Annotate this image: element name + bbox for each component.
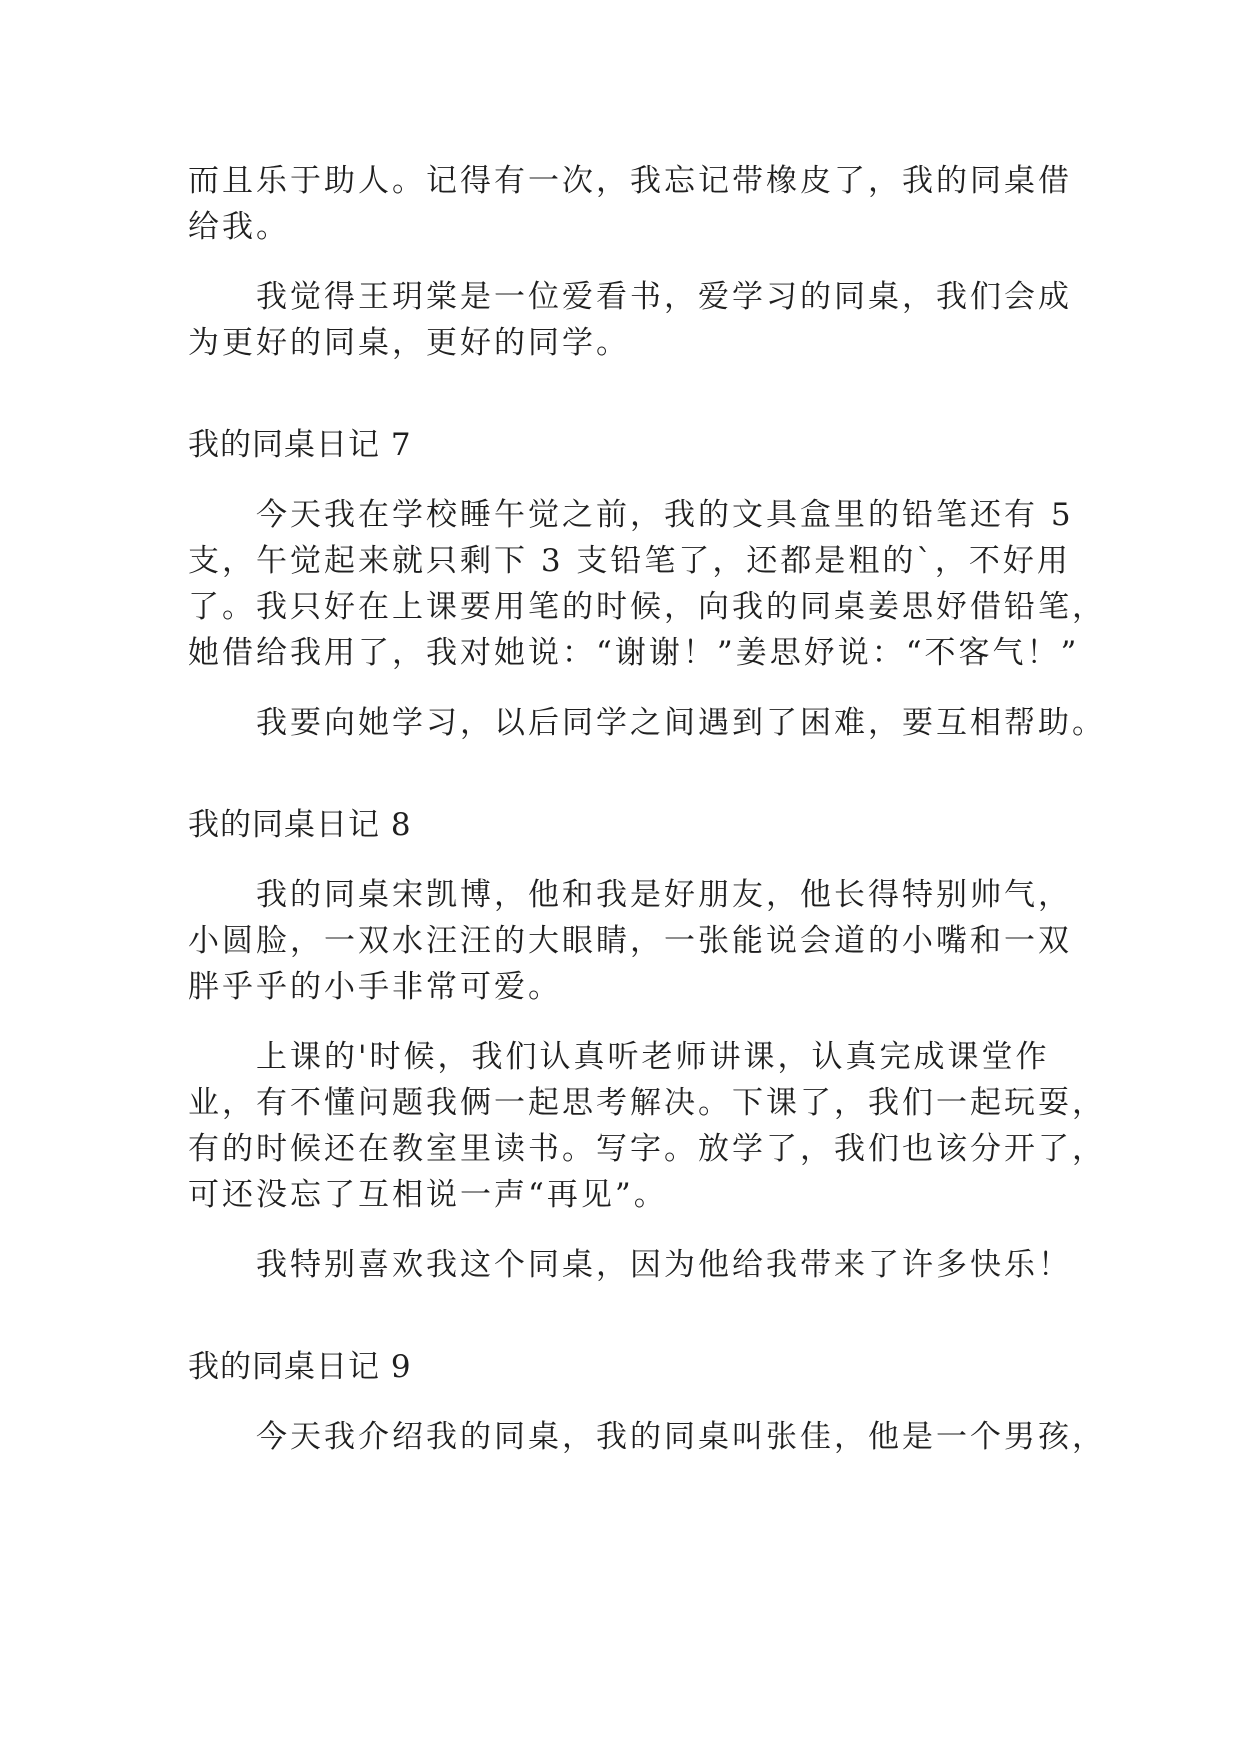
text-line: 今天我在学校睡午觉之前，我的文具盒里的铅笔还有 5 <box>256 497 1074 533</box>
paragraph-intro <box>188 158 1072 250</box>
text-line: 胖乎乎的小手非常可爱。 <box>188 969 562 1005</box>
text-line: 给我。 <box>188 209 290 245</box>
text-line: 今天我介绍我的同桌，我的同桌叫张佳，他是一个男孩， <box>256 1419 1106 1455</box>
text-line: 为更好的同桌，更好的同学。 <box>188 325 630 361</box>
text-line: 小圆脸，一双水汪汪的大眼睛，一张能说会道的小嘴和一双 <box>188 923 1072 959</box>
text-line: 可还没忘了互相说一声“再见”。 <box>188 1177 668 1213</box>
text-line: 我要向她学习，以后同学之间遇到了困难，要互相帮助。 <box>256 705 1106 741</box>
section-title: 我的同桌日记 7 <box>188 427 412 463</box>
text-line: 她借给我用了，我对她说：“谢谢！”姜思妤说：“不客气！” <box>188 635 1080 671</box>
text-line: 上课的'时候，我们认真听老师讲课，认真完成课堂作 <box>256 1039 1050 1075</box>
paragraph <box>188 872 1072 1010</box>
paragraph <box>188 1034 1106 1218</box>
diary-section-9 <box>188 1344 1106 1460</box>
text-line: 我觉得王玥棠是一位爱看书，爱学习的同桌，我们会成 <box>256 279 1072 315</box>
paragraph-closing <box>188 274 1072 366</box>
paragraph <box>188 492 1106 676</box>
text-line: 而且乐于助人。记得有一次，我忘记带橡皮了，我的同桌借 <box>188 163 1072 199</box>
text-line: 支，午觉起来就只剩下 3 支铅笔了，还都是粗的`，不好用 <box>188 543 1071 579</box>
text-line: 有的时候还在教室里读书。写字。放学了，我们也该分开了， <box>188 1131 1106 1167</box>
diary-section-7 <box>188 422 1106 746</box>
paragraph <box>188 1414 1106 1460</box>
text-line: 业，有不懂问题我俩一起思考解决。下课了，我们一起玩耍， <box>188 1085 1106 1121</box>
text-line: 我特别喜欢我这个同桌，因为他给我带来了许多快乐！ <box>256 1247 1072 1283</box>
section-title: 我的同桌日记 9 <box>188 1349 412 1385</box>
paragraph <box>188 700 1106 746</box>
section-title: 我的同桌日记 8 <box>188 807 412 843</box>
text-line: 我的同桌宋凯博，他和我是好朋友，他长得特别帅气， <box>256 877 1072 913</box>
text-line: 了。我只好在上课要用笔的时候，向我的同桌姜思妤借铅笔， <box>188 589 1106 625</box>
paragraph <box>188 1242 1072 1288</box>
document-body <box>188 158 1106 1460</box>
diary-section-8 <box>188 802 1106 1288</box>
